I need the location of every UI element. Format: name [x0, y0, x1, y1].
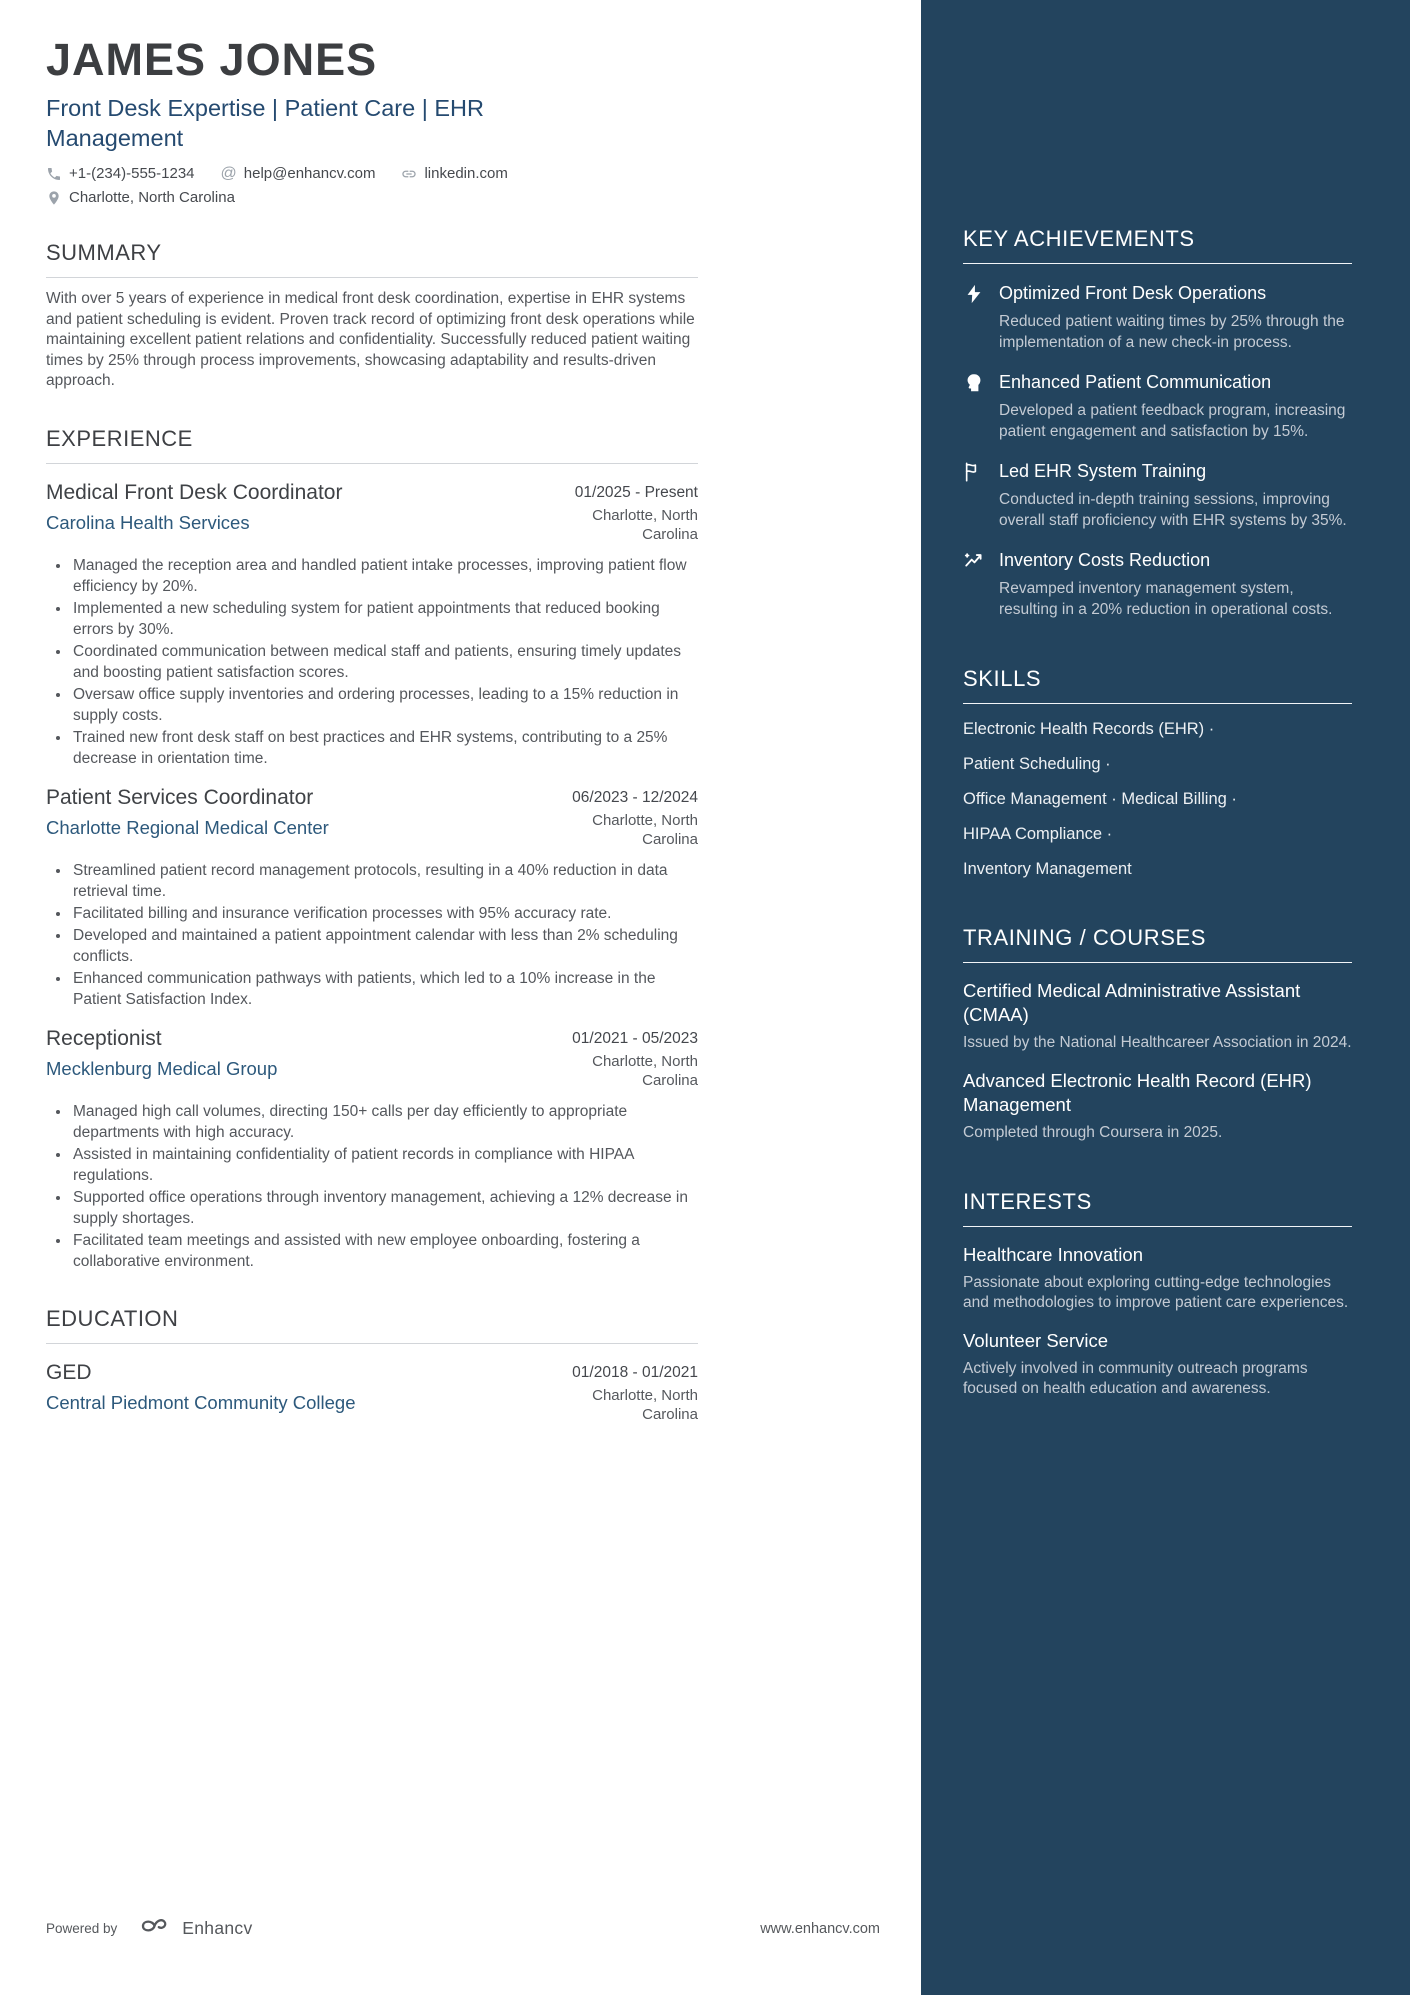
- link-icon: [401, 166, 417, 182]
- bullet: • Implemented a new scheduling system for patient appointments that reduced booking errors by 30%.: [71, 598, 698, 640]
- lightning-icon: [963, 281, 985, 310]
- job-dates: 01/2021 - 05/2023: [572, 1029, 698, 1047]
- skill-item: Patient Scheduling ·: [963, 755, 1111, 773]
- job-title: Medical Front Desk Coordinator: [46, 480, 343, 504]
- job-dates: 06/2023 - 12/2024: [572, 788, 698, 806]
- summary-heading: SUMMARY: [46, 240, 162, 265]
- bullet: • Coordinated communication between medical staff and patients, ensuring timely updates and boosting patient satisfaction scores.: [71, 641, 698, 683]
- bullet: • Managed high call volumes, directing 150+ calls per day efficiently to appropriate departments with high accuracy.: [71, 1101, 698, 1143]
- job-title: Receptionist: [46, 1026, 162, 1050]
- head-icon: [963, 370, 985, 399]
- phone-contact: [46, 165, 195, 182]
- divider: [963, 1226, 1352, 1227]
- phone-number: +1-(234)-555-1234: [69, 165, 195, 182]
- achievement-description: Conducted in-depth training sessions, improving overall staff proficiency with EHR systems by 35%.: [999, 491, 1347, 529]
- interest-item: [963, 1243, 1352, 1313]
- experience-entry: [46, 784, 698, 1010]
- job-location: Charlotte, North Carolina: [592, 811, 698, 848]
- link-contact[interactable]: [401, 165, 507, 182]
- achievement-description: Reduced patient waiting times by 25% through the implementation of a new check-in process.: [999, 313, 1345, 351]
- summary-text: With over 5 years of experience in medical front desk coordination, expertise in EHR systems and patient scheduling is evident. Proven track record of optimizing front desk operations while maintaining excellent patient relations and confidentiality. Successfully reduced patient waiting times by 25% through process improvements, showcasing adaptability and results-driven approach.: [46, 290, 695, 389]
- candidate-name: JAMES JONES: [46, 34, 378, 85]
- location-text: Charlotte, North Carolina: [69, 189, 235, 206]
- education-heading: EDUCATION: [46, 1305, 179, 1331]
- education-location: Charlotte, North Carolina: [592, 1386, 698, 1423]
- divider: [963, 263, 1352, 264]
- job-title: Patient Services Coordinator: [46, 785, 314, 809]
- bullet: • Facilitated billing and insurance verification processes with 95% accuracy rate.: [71, 903, 698, 924]
- bullet: • Managed the reception area and handled patient intake processes, improving patient flow efficiency by 20%.: [71, 555, 698, 597]
- achievement-item: [963, 370, 1352, 442]
- location-row: [46, 189, 698, 206]
- website-link[interactable]: www.enhancv.com: [760, 1920, 880, 1937]
- footer: [46, 1914, 880, 1943]
- pin-icon: [46, 190, 62, 206]
- interest-title: Healthcare Innovation: [963, 1244, 1143, 1265]
- interest-title: Volunteer Service: [963, 1330, 1109, 1351]
- education-dates: 01/2018 - 01/2021: [572, 1363, 698, 1381]
- job-location: Charlotte, North Carolina: [592, 1052, 698, 1089]
- education-section: [46, 1306, 698, 1424]
- divider: [46, 277, 698, 278]
- job-dates: 01/2025 - Present: [574, 483, 698, 501]
- experience-heading: EXPERIENCE: [46, 425, 193, 451]
- course-description: Issued by the National Healthcareer Association in 2024.: [963, 1034, 1352, 1051]
- email-contact[interactable]: [221, 165, 376, 182]
- sidebar: [921, 0, 1410, 1995]
- course-title: Advanced Electronic Health Record (EHR) Management: [963, 1070, 1312, 1115]
- divider: [46, 1343, 698, 1344]
- degree-title: GED: [46, 1360, 92, 1384]
- achievement-item: [963, 281, 1352, 353]
- brand-name[interactable]: Enhancv: [182, 1918, 253, 1938]
- location-contact: [46, 189, 235, 206]
- phone-icon: [46, 166, 62, 182]
- training-heading: TRAINING / COURSES: [963, 925, 1207, 950]
- skill-item: Office Management · Medical Billing ·: [963, 790, 1237, 808]
- company-name: Charlotte Regional Medical Center: [46, 816, 329, 838]
- bullet: • Supported office operations through inventory management, achieving a 12% decrease in supply shortages.: [71, 1187, 698, 1229]
- achievement-title: Optimized Front Desk Operations: [999, 283, 1267, 303]
- divider: [963, 962, 1352, 963]
- achievement-title: Inventory Costs Reduction: [999, 550, 1211, 570]
- interest-item: [963, 1329, 1352, 1399]
- interests-heading: INTERESTS: [963, 1189, 1092, 1214]
- interest-description: Passionate about exploring cutting-edge technologies and methodologies to improve patient care experiences.: [963, 1274, 1349, 1311]
- job-bullets: [46, 555, 698, 769]
- bullet: • Facilitated team meetings and assisted with new employee onboarding, fostering a collaborative environment.: [71, 1230, 698, 1272]
- headline: Front Desk Expertise | Patient Care | EHR Management: [46, 95, 484, 151]
- resume-body: [46, 34, 698, 1424]
- achievement-title: Led EHR System Training: [999, 461, 1207, 481]
- bullet: • Assisted in maintaining confidentiality of patient records in compliance with HIPAA regulations.: [71, 1144, 698, 1186]
- summary-section: [46, 240, 698, 392]
- bullet: • Developed and maintained a patient appointment calendar with less than 2% scheduling conflicts.: [71, 925, 698, 967]
- skills-heading: SKILLS: [963, 666, 1042, 691]
- powered-by-label: Powered by: [46, 1921, 118, 1936]
- skill-item: Electronic Health Records (EHR) ·: [963, 720, 1215, 738]
- education-entry: [46, 1359, 698, 1424]
- experience-entry: [46, 1025, 698, 1272]
- bullet: • Enhanced communication pathways with patients, which led to a 10% increase in the Patient Satisfaction Index.: [71, 968, 698, 1010]
- interests-section: [963, 1189, 1352, 1399]
- job-bullets: [46, 1101, 698, 1272]
- skill-item: Inventory Management: [963, 860, 1132, 878]
- course-item: [963, 979, 1352, 1053]
- achievement-item: [963, 459, 1352, 531]
- trend-icon: [963, 548, 985, 577]
- contact-row: [46, 165, 698, 182]
- course-description: Completed through Coursera in 2025.: [963, 1124, 1223, 1141]
- skills-section: [963, 666, 1352, 879]
- job-location: Charlotte, North Carolina: [592, 506, 698, 543]
- school-name: Central Piedmont Community College: [46, 1391, 356, 1413]
- bullet: • Trained new front desk staff on best practices and EHR systems, contributing to a 25% decrease in orientation time.: [71, 727, 698, 769]
- company-name: Carolina Health Services: [46, 511, 250, 533]
- key-achievements-section: [963, 226, 1352, 620]
- experience-section: [46, 426, 698, 1272]
- experience-entry: [46, 479, 698, 769]
- job-bullets: [46, 860, 698, 1010]
- at-icon: @: [220, 164, 237, 182]
- skill-item: HIPAA Compliance ·: [963, 825, 1113, 843]
- divider: [963, 703, 1352, 704]
- email-address[interactable]: help@enhancv.com: [243, 165, 376, 182]
- achievement-title: Enhanced Patient Communication: [999, 372, 1272, 392]
- enhancv-brand[interactable]: [137, 1914, 252, 1943]
- divider: [46, 463, 698, 464]
- course-title: Certified Medical Administrative Assistant (CMAA): [963, 980, 1301, 1025]
- bullet: • Oversaw office supply inventories and ordering processes, leading to a 15% reduction in supply costs.: [71, 684, 698, 726]
- infinity-logo-icon: [137, 1914, 173, 1943]
- achievement-description: Revamped inventory management system, resulting in a 20% reduction in operational costs.: [999, 580, 1333, 618]
- interest-description: Actively involved in community outreach programs focused on health education and awareness.: [963, 1360, 1308, 1397]
- flag-icon: [963, 459, 985, 488]
- course-item: [963, 1069, 1352, 1143]
- bullet: • Streamlined patient record management protocols, resulting in a 40% reduction in data retrieval time.: [71, 860, 698, 902]
- profile-link[interactable]: linkedin.com: [424, 165, 508, 182]
- training-section: [963, 925, 1352, 1143]
- company-name: Mecklenburg Medical Group: [46, 1057, 278, 1079]
- key-achievements-heading: KEY ACHIEVEMENTS: [963, 226, 1195, 251]
- achievement-item: [963, 548, 1352, 620]
- achievement-description: Developed a patient feedback program, increasing patient engagement and satisfaction by 15%.: [999, 402, 1346, 440]
